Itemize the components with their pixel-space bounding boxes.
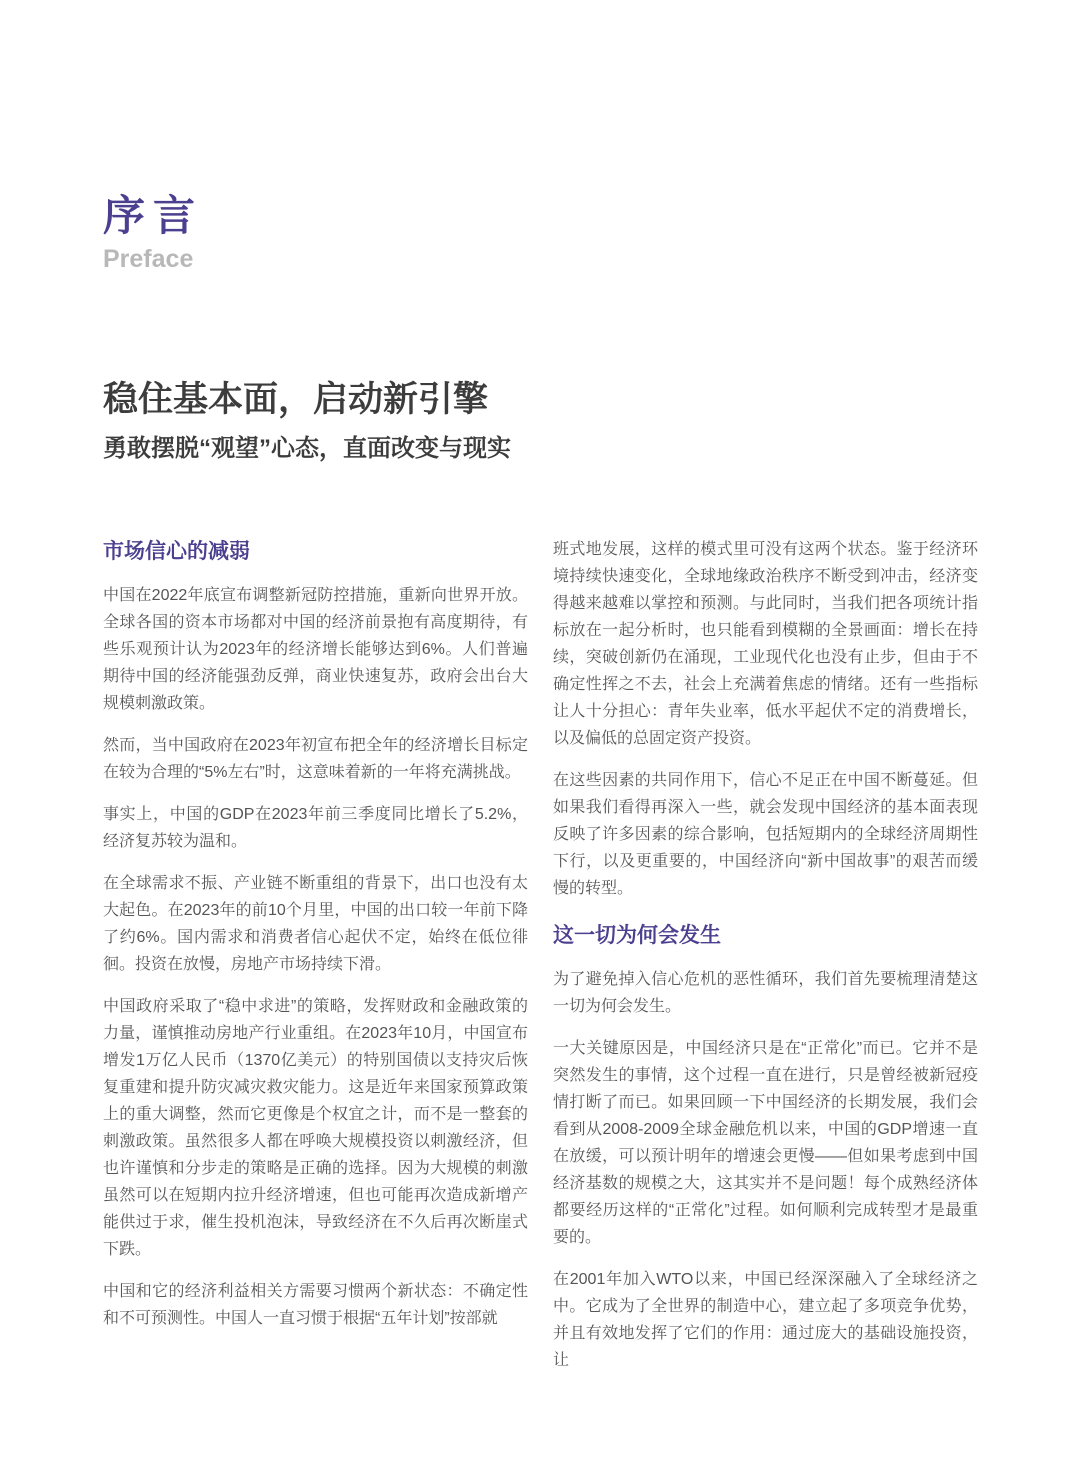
left-column [103, 536, 528, 1347]
paragraph: 在全球需求不振、产业链不断重组的背景下，出口也没有太大起色。在2023年的前10个月里，中国的出口较一年前下降了约6%。国内需求和消费者信心起伏不定，始终在低位徘徊。投资在放慢，房地产市场持续下滑。 [103, 875, 528, 973]
preface-title-en: Preface [103, 245, 194, 273]
paragraph: 然而，当中国政府在2023年初宣布把全年的经济增长目标定在较为合理的“5%左右”时，这意味着新的一年将充满挑战。 [103, 737, 528, 781]
paragraph: 在2001年加入WTO以来，中国已经深深融入了全球经济之中。它成为了全世界的制造中心，建立起了多项竞争优势，并且有效地发挥了它们的作用：通过庞大的基础设施投资，让 [553, 1271, 978, 1369]
preface-title-cn: 序言 [103, 192, 204, 239]
paragraph: 班式地发展，这样的模式里可没有这两个状态。鉴于经济环境持续快速变化，全球地缘政治秩序不断受到冲击，经济变得越来越难以掌控和预测。与此同时，当我们把各项统计指标放在一起分析时，也只能看到模糊的全景画面：增长在持续，突破创新仍在涌现，工业现代化也没有止步，但由于不确定性挥之不去，社会上充满着焦虑的情绪。还有一些指标让人十分担心：青年失业率，低水平起伏不定的消费增长，以及偏低的总固定资产投资。 [553, 541, 978, 747]
right-column [553, 536, 978, 1389]
paragraph: 在这些因素的共同作用下，信心不足正在中国不断蔓延。但如果我们看得再深入一些，就会发现中国经济的基本面表现反映了许多因素的综合影响，包括短期内的全球经济周期性下行，以及更重要的，中国经济向“新中国故事”的艰苦而缓慢的转型。 [553, 772, 978, 897]
paragraph: 中国政府采取了“稳中求进”的策略，发挥财政和金融政策的力量，谨慎推动房地产行业重组。在2023年10月，中国宣布增发1万亿人民币（1370亿美元）的特别国债以支持灾后恢复重建和提升防灾减灾救灾能力。这是近年来国家预算政策上的重大调整，然而它更像是个权宜之计，而不是一整套的刺激政策。虽然很多人都在呼唤大规模投资以刺激经济，但也许谨慎和分步走的策略是正确的选择。因为大规模的刺激虽然可以在短期内拉升经济增速，但也可能再次造成新增产能供过于求，催生投机泡沫，导致经济在不久后再次断崖式下跌。 [103, 998, 528, 1258]
section-heading: 这一切为何会发生 [553, 924, 721, 947]
headline: 稳住基本面，启动新引擎 [103, 380, 489, 419]
subheadline: 勇敢摆脱“观望”心态，直面改变与现实 [103, 435, 511, 462]
paragraph: 一大关键原因是，中国经济只是在“正常化”而已。它并不是突然发生的事情，这个过程一直在进行，只是曾经被新冠疫情打断了而已。如果回顾一下中国经济的长期发展，我们会看到从2008-2009全球金融危机以来，中国的GDP增速一直在放缓，可以预计明年的增速会更慢——但如果考虑到中国经济基数的规模之大，这其实并不是问题！每个成熟经济体都要经历这样的“正常化”过程。如何顺利完成转型才是最重要的。 [553, 1040, 978, 1246]
section-heading: 市场信心的减弱 [103, 540, 250, 563]
paragraph: 中国在2022年底宣布调整新冠防控措施，重新向世界开放。全球各国的资本市场都对中国的经济前景抱有高度期待，有些乐观预计认为2023年的经济增长能够达到6%。人们普遍期待中国的经济能强劲反弹，商业快速复苏，政府会出台大规模刺激政策。 [103, 587, 528, 712]
paragraph: 中国和它的经济利益相关方需要习惯两个新状态：不确定性和不可预测性。中国人一直习惯于根据“五年计划”按部就 [103, 1283, 528, 1327]
paragraph: 事实上，中国的GDP在2023年前三季度同比增长了5.2%，经济复苏较为温和。 [103, 806, 528, 850]
paragraph: 为了避免掉入信心危机的恶性循环，我们首先要梳理清楚这一切为何会发生。 [553, 971, 978, 1015]
